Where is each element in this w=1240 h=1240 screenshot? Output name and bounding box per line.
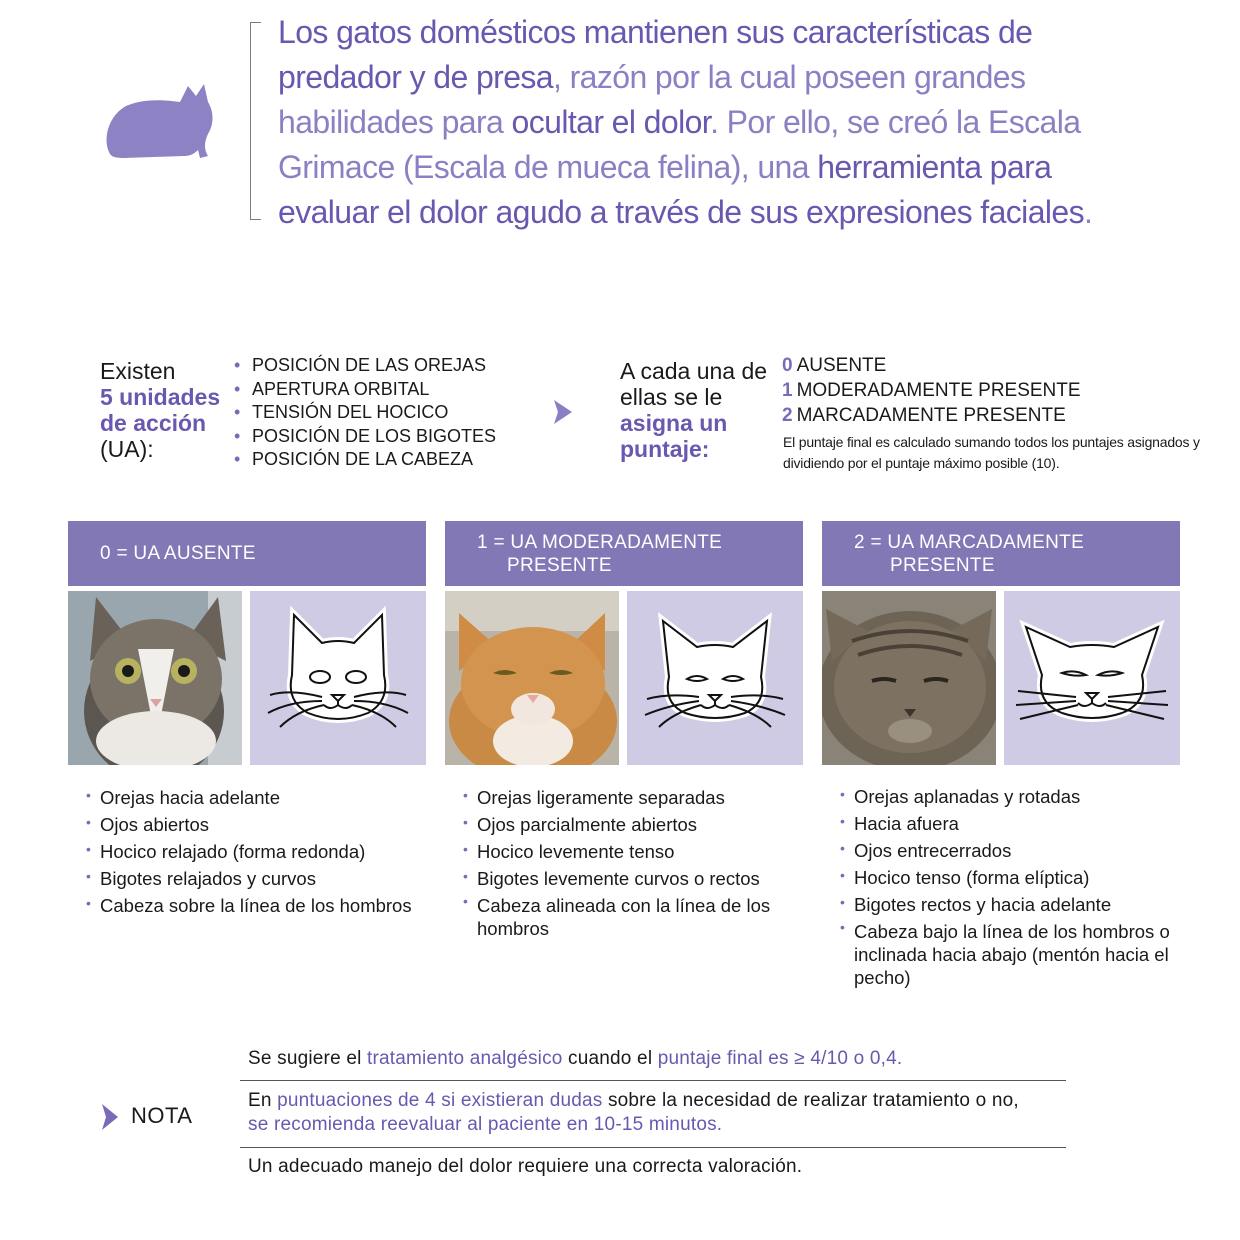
nota-text: cuando el xyxy=(562,1048,658,1069)
cat-silhouette-icon xyxy=(104,80,222,160)
intro-highlight-3: herramienta para evaluar el dolor agudo a través de sus expresiones faciales xyxy=(278,149,1084,230)
description-item: • Hocico levemente tenso xyxy=(465,838,805,865)
description-item: • Cabeza alineada con la línea de los hombros xyxy=(465,892,805,940)
description-item: • Orejas ligeramente separadas xyxy=(465,784,805,811)
ua-list-item: • POSICIÓN DE LA CABEZA xyxy=(232,448,496,472)
score-label: MARCADAMENTE PRESENTE xyxy=(796,405,1066,426)
nota-highlight: puntaje final es ≥ 4/10 o 0,4. xyxy=(657,1048,903,1069)
column-header xyxy=(822,521,1180,586)
nota-line-2 xyxy=(248,1088,1019,1113)
cinco-unidades-text: 5 unidades de acción xyxy=(100,384,221,436)
column-header-line: 0 = UA AUSENTE xyxy=(100,543,256,564)
score-label: AUSENTE xyxy=(796,355,887,376)
column-panels xyxy=(445,591,803,765)
column-header-line: 2 = UA MARCADAMENTE xyxy=(854,531,1085,553)
intro-paragraph xyxy=(278,10,1128,235)
intro-text-2: , razón por la cual poseen grandes habilidades para xyxy=(278,59,1026,140)
nota-line-2b: se recomienda reevaluar al paciente en 10-15 minutos. xyxy=(248,1114,723,1135)
cat-photo-ausente xyxy=(68,591,242,765)
nota-divider xyxy=(240,1147,1066,1148)
score-number: 0 xyxy=(782,355,793,376)
ua-list-item: • TENSIÓN DEL HOCICO xyxy=(232,401,496,425)
description-item: • Ojos parcialmente abiertos xyxy=(465,811,805,838)
column-description-list xyxy=(465,784,805,940)
nota-label: NOTA xyxy=(131,1103,193,1128)
puntaje-intro-label xyxy=(620,358,770,462)
description-item: • Bigotes levemente curvos o rectos xyxy=(465,865,805,892)
ua-list-item: • POSICIÓN DE LAS OREJAS xyxy=(232,354,496,378)
column-description-list xyxy=(842,783,1182,989)
asigna-puntaje-text: asigna un puntaje: xyxy=(620,410,728,462)
description-item: • Hocico tenso (forma elíptica) xyxy=(842,864,1182,891)
nota-text: Se sugiere el xyxy=(248,1048,367,1069)
score-label: MODERADAMENTE PRESENTE xyxy=(796,380,1081,401)
intro-text-6: . xyxy=(1084,194,1093,230)
description-item: • Orejas aplanadas y rotadas xyxy=(842,783,1182,810)
ua-list-item: • POSICIÓN DE LOS BIGOTES xyxy=(232,425,496,449)
a-cada-una-text: A cada una de ellas se le xyxy=(620,358,768,410)
column-ua-marcadamente xyxy=(822,521,1180,988)
description-item: • Orejas hacia adelante xyxy=(88,784,438,811)
column-header-line: PRESENTE xyxy=(507,554,612,576)
arrow-right-icon xyxy=(102,1104,118,1130)
ua-list-item: • APERTURA ORBITAL xyxy=(232,378,496,402)
nota-text: En xyxy=(248,1090,278,1111)
cat-photo-moderado xyxy=(445,591,619,765)
cat-face-drawing-moderado xyxy=(627,591,803,765)
ua-intro-label xyxy=(100,358,240,462)
ua-abbr-text: (UA): xyxy=(100,436,154,462)
score-number: 2 xyxy=(782,405,793,426)
score-item xyxy=(782,378,1081,403)
description-item: • Hacia afuera xyxy=(842,810,1182,837)
existen-text: Existen xyxy=(100,358,176,384)
description-item: • Bigotes rectos y hacia adelante xyxy=(842,891,1182,918)
score-item xyxy=(782,353,1081,378)
cat-face-drawing-ausente xyxy=(250,591,426,765)
cat-photo-marcado xyxy=(822,591,996,765)
cat-face-drawing-marcado xyxy=(1004,591,1180,765)
column-header xyxy=(68,521,426,586)
intro-highlight-1: Los gatos domésticos mantienen sus características de predador y de presa xyxy=(278,14,1033,95)
description-item: • Bigotes relajados y curvos xyxy=(88,865,438,892)
intro-text-4: . Por ello, se creó la Escala Grimace (Escala de mueca felina), una xyxy=(278,104,1081,185)
description-item: • Hocico relajado (forma redonda) xyxy=(88,838,438,865)
column-panels xyxy=(822,591,1180,765)
intro-highlight-2: ocultar el dolor xyxy=(511,104,711,140)
description-item: • Cabeza sobre la línea de los hombros xyxy=(88,892,438,919)
nota-line-3: Un adecuado manejo del dolor requiere una correcta valoración. xyxy=(248,1156,803,1177)
arrow-right-icon xyxy=(554,400,572,424)
description-item: • Ojos entrecerrados xyxy=(842,837,1182,864)
column-description-list xyxy=(88,784,438,919)
ua-list xyxy=(232,354,496,472)
description-item: • Cabeza bajo la línea de los hombros o inclinada hacia abajo (mentón hacia el pecho) xyxy=(842,918,1182,989)
column-header-line: 1 = UA MODERADAMENTE xyxy=(477,531,723,553)
nota-divider xyxy=(240,1080,1066,1081)
nota-line-1 xyxy=(248,1046,902,1071)
nota-text: sobre la necesidad de realizar tratamiento o no, xyxy=(602,1090,1019,1111)
nota-highlight: puntuaciones de 4 si existieran dudas xyxy=(277,1090,603,1111)
description-item: • Ojos abiertos xyxy=(88,811,438,838)
column-panels xyxy=(68,591,426,765)
score-item xyxy=(782,403,1081,428)
intro-bracket xyxy=(250,22,261,220)
score-note: El puntaje final es calculado sumando todos los puntajes asignados y dividiendo por el puntaje máximo posible (10). xyxy=(783,434,1200,471)
column-ua-moderadamente xyxy=(445,521,803,939)
score-list xyxy=(782,353,1081,428)
column-header-line: PRESENTE xyxy=(890,554,995,576)
column-ua-ausente xyxy=(68,521,426,916)
score-number: 1 xyxy=(782,380,793,401)
nota-highlight: tratamiento analgésico xyxy=(366,1048,563,1069)
column-header xyxy=(445,521,803,586)
